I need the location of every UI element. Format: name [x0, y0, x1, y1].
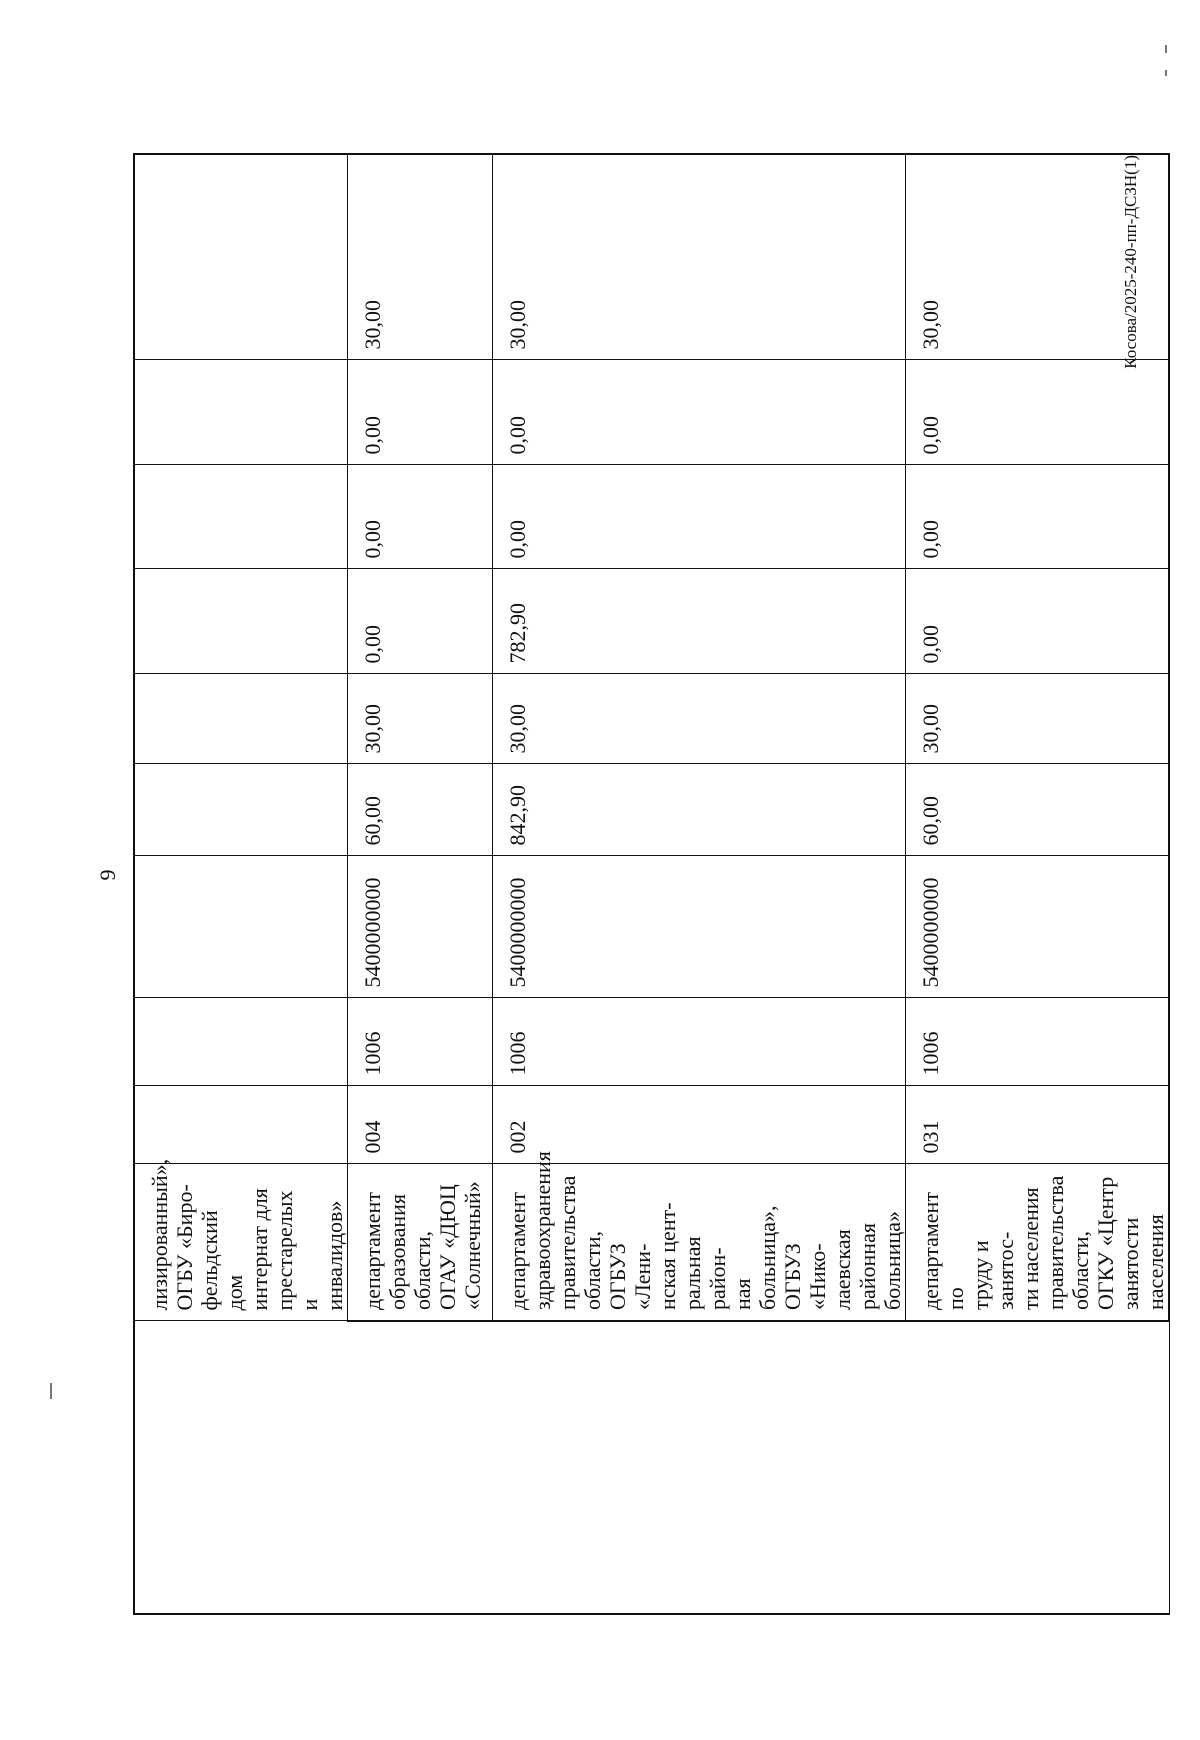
target-cell: 5400000000	[493, 856, 906, 998]
value-cell: 782,90	[493, 569, 906, 674]
value-cell: 0,00	[493, 465, 906, 569]
document-reference: Косова/2025-240-пп-ДСЗН(1)	[1121, 155, 1140, 369]
target-cell: 5400000000	[348, 856, 493, 998]
value-cell: 0,00	[348, 465, 493, 569]
value-cell	[134, 154, 348, 360]
total-cell: 842,90	[493, 764, 906, 856]
value-cell	[134, 674, 348, 764]
code-cell: 002	[493, 1086, 906, 1164]
total-cell	[134, 764, 348, 856]
value-cell: 30,00	[493, 674, 906, 764]
value-cell: 30,00	[906, 154, 1170, 360]
total-cell: 60,00	[348, 764, 493, 856]
blank-column-cell	[134, 1321, 1169, 1614]
value-cell: 0,00	[906, 465, 1170, 569]
value-cell: 30,00	[348, 154, 493, 360]
value-cell	[134, 360, 348, 465]
section-cell: 1006	[348, 998, 493, 1086]
code-cell	[134, 1086, 348, 1164]
page-number: 9	[95, 869, 120, 881]
value-cell: 30,00	[493, 154, 906, 360]
organization-cell: лизированный», ОГБУ «Биро- фельдский дом интернат для престарелых и инвалидов»	[134, 1164, 348, 1321]
value-cell: 30,00	[906, 674, 1170, 764]
value-cell: 0,00	[906, 569, 1170, 674]
scan-mark	[1165, 45, 1167, 53]
section-cell: 1006	[906, 998, 1170, 1086]
section-cell: 1006	[493, 998, 906, 1086]
organization-cell: департамент по труду и занятос- ти населения правительства области, ОГКУ «Центр занятости населения	[906, 1164, 1170, 1321]
target-cell: 5400000000	[906, 856, 1170, 998]
code-cell: 031	[906, 1086, 1170, 1164]
value-cell: 0,00	[348, 360, 493, 465]
table-row	[134, 154, 348, 1614]
target-cell	[134, 856, 348, 998]
scan-mark	[50, 1383, 52, 1399]
value-cell: 0,00	[906, 360, 1170, 465]
rotated-page	[95, 155, 1168, 1615]
total-cell: 60,00	[906, 764, 1170, 856]
organization-cell: департамент здравоохранения правительства области, ОГБУЗ «Лени- нская цент- ральная район- ная больница», ОГБУЗ «Нико- лаевская районная больница»	[493, 1164, 906, 1321]
value-cell	[134, 465, 348, 569]
value-cell: 0,00	[348, 569, 493, 674]
value-cell	[134, 569, 348, 674]
organization-cell: департамент образования области, ОГАУ «ДЮЦ «Солнечный»	[348, 1164, 493, 1321]
budget-table	[133, 153, 1170, 1615]
code-cell: 004	[348, 1086, 493, 1164]
value-cell: 0,00	[493, 360, 906, 465]
value-cell: 30,00	[348, 674, 493, 764]
scan-mark	[1165, 70, 1167, 76]
section-cell	[134, 998, 348, 1086]
